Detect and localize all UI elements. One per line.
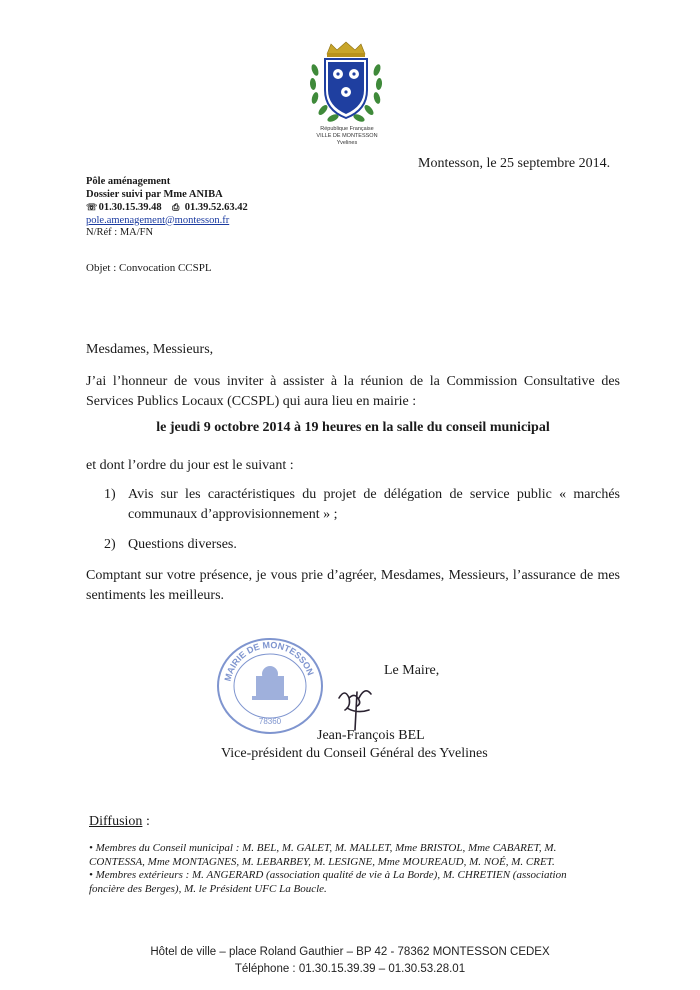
letter-paragraph-invitation: J’ai l’honneur de vous inviter à assister à la réunion de la Commission Consultative des Services Publics Locaux (CCSPL) qui aura lieu en mairie : bbox=[86, 374, 620, 409]
diffusion-list bbox=[89, 842, 619, 896]
sender-followed-by: Dossier suivi par Mme ANIBA bbox=[86, 188, 223, 200]
stamp-code: 78360 bbox=[258, 717, 282, 726]
sender-phone: 01.30.15.39.48 bbox=[98, 202, 162, 213]
footer-phone: Téléphone : 01.30.15.39.39 – 01.30.53.28.01 bbox=[234, 963, 466, 975]
footer-address: Hôtel de ville – place Roland Gauthier – BP 42 - 78362 MONTESSON CEDEX bbox=[150, 946, 550, 958]
handwritten-signature bbox=[335, 684, 377, 734]
diffusion-line: • Membres du Conseil municipal : M. BEL, M. GALET, M. MALLET, Mme BRISTOL, Mme CABARET, M. bbox=[89, 842, 557, 854]
agenda-item bbox=[104, 535, 620, 555]
crest-line: Yvelines bbox=[336, 140, 358, 146]
letter-salutation: Mesdames, Messieurs, bbox=[86, 342, 214, 357]
letter-closing: Comptant sur votre présence, je vous prie d’agréer, Mesdames, Messieurs, l’assurance de mes sentiments les meilleurs. bbox=[86, 568, 620, 603]
crest-logo bbox=[309, 40, 383, 124]
agenda-item-number: 2) bbox=[104, 537, 116, 552]
signatory-name: Jean-François BEL bbox=[317, 728, 425, 743]
signature-title: Le Maire, bbox=[384, 663, 440, 678]
official-stamp bbox=[212, 632, 328, 736]
agenda-item-text: Questions diverses. bbox=[128, 537, 237, 552]
meeting-details: le jeudi 9 octobre 2014 à 19 heures en la salle du conseil municipal bbox=[156, 420, 550, 435]
agenda-item-number: 1) bbox=[104, 487, 116, 502]
sender-email-link[interactable]: pole.amenagement@montesson.fr bbox=[86, 214, 230, 226]
diffusion-line: • Membres extérieurs : M. ANGERARD (association qualité de vie à La Borde), M. CHRETIEN (association bbox=[89, 869, 567, 881]
crest-caption bbox=[300, 126, 394, 147]
letter-date: Montesson, le 25 septembre 2014. bbox=[418, 156, 611, 171]
letter-paragraph-agenda-intro: et dont l’ordre du jour est le suivant : bbox=[86, 458, 294, 473]
sender-ref: N/Réf : MA/FN bbox=[86, 227, 154, 238]
diffusion-colon: : bbox=[146, 814, 150, 829]
signatory-role: Vice-président du Conseil Général des Yvelines bbox=[221, 746, 488, 761]
agenda-item-text: Avis sur les caractéristiques du projet de délégation de service public « marchés communaux d’approvisionnement » ; bbox=[128, 487, 620, 522]
sender-fax: 01.39.52.63.42 bbox=[184, 202, 248, 213]
diffusion-line: CONTESSA, Mme MONTAGNES, M. LEBARBEY, M. LESIGNE, Mme MOUREAUD, M. NOÉ, M. CRET. bbox=[89, 855, 555, 868]
sender-department: Pôle aménagement bbox=[86, 176, 171, 187]
page-footer bbox=[0, 944, 700, 978]
diffusion-line: foncière des Berges), M. le Président UFC La Boucle. bbox=[89, 882, 327, 895]
sender-contacts bbox=[86, 201, 248, 215]
diffusion-label: Diffusion bbox=[89, 814, 143, 829]
phone-icon: ☏ bbox=[86, 202, 98, 212]
crest-line: République Française bbox=[320, 126, 374, 132]
stamp-text: MAIRIE DE MONTESSON bbox=[222, 639, 316, 683]
letter-subject: Objet : Convocation CCSPL bbox=[86, 262, 212, 274]
crest-line: VILLE DE MONTESSON bbox=[316, 133, 378, 139]
fax-icon: ⎙ bbox=[172, 202, 180, 212]
sender-block bbox=[86, 176, 248, 240]
agenda-item bbox=[104, 485, 620, 525]
